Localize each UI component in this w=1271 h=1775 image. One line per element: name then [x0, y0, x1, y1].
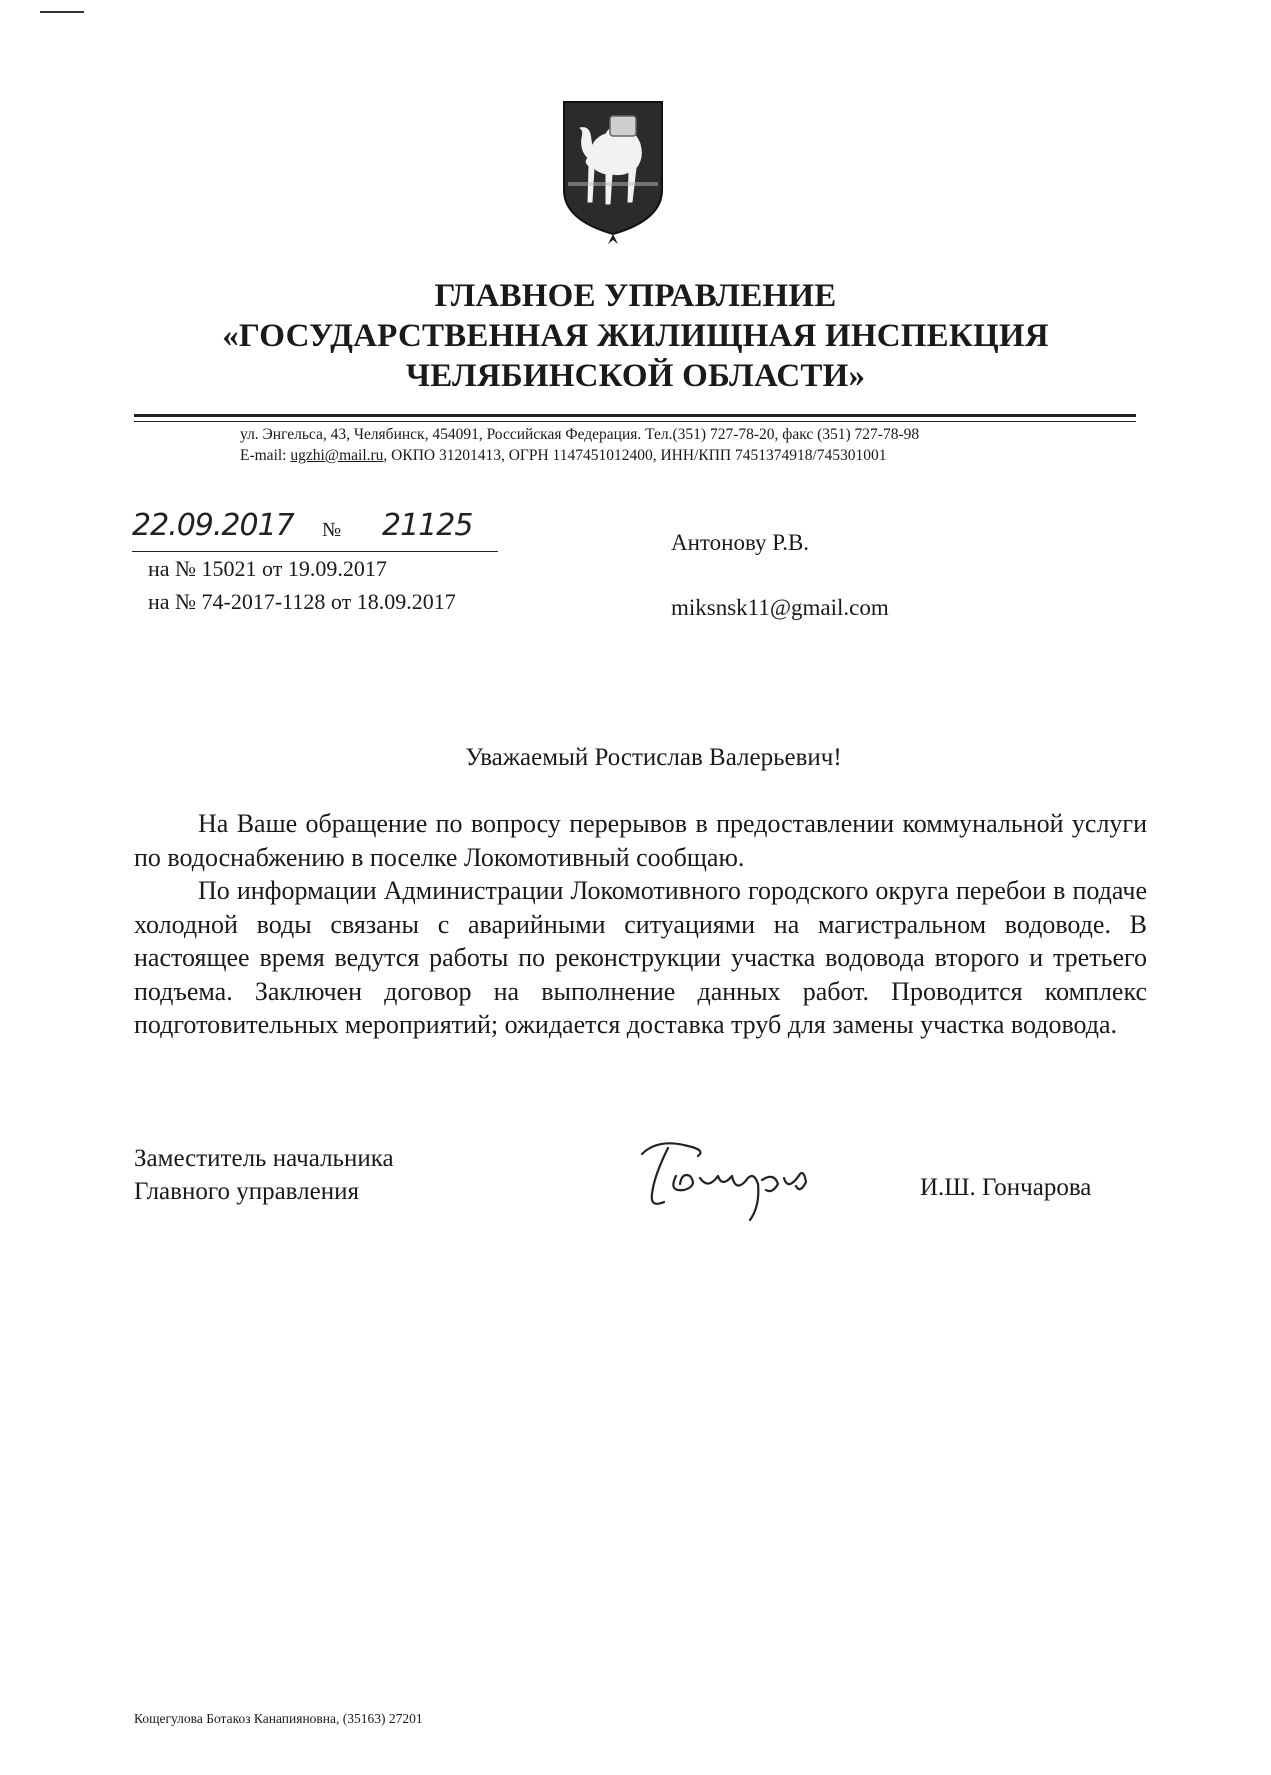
- contact-block: [240, 424, 1140, 466]
- letter-body: [134, 807, 1147, 1042]
- addressee-email: miksnsk11@gmail.com: [671, 595, 889, 620]
- header-divider-thin: [134, 421, 1136, 422]
- org-email-link[interactable]: ugzhi@mail.ru: [290, 447, 384, 464]
- org-title-line-3: ЧЕЛЯБИНСКОЙ ОБЛАСТИ»: [405, 358, 866, 394]
- addressee-name: Антонову Р.В.: [671, 530, 810, 555]
- letter-paragraph-1: На Ваше обращение по вопросу перерывов в предоставлении коммунальной услуги по водоснабжению в поселке Локомотивный сообщаю.: [134, 809, 1147, 872]
- organization-title: [0, 276, 1271, 396]
- signer-name: И.Ш. Гончарова: [920, 1174, 1092, 1201]
- address-line: ул. Энгельса, 43, Челябинск, 454091, Российская Федерация. Тел.(351) 727-78-20, факс (351) 727-78-98: [240, 426, 920, 443]
- email-label: E-mail:: [240, 447, 291, 464]
- corner-mark: [40, 11, 84, 13]
- registration-codes: , ОКПО 31201413, ОГРН 1147451012400, ИНН/КПП 7451374918/745301001: [383, 447, 887, 464]
- signer-position: [134, 1142, 394, 1208]
- coat-of-arms-icon: [558, 98, 668, 248]
- signer-position-line-2: Главного управления: [134, 1178, 359, 1205]
- letter-paragraph-2: По информации Администрации Локомотивного городского округа перебои в подаче холодной воды связаны с аварийными ситуациями на магистральном водоводе. В настоящее время ведутся работы по реконструкции участка водовода второго и третьего подъема. Заключен договор на выполнение данных работ. Проводится комплекс подготовительных мероприятий; ожидается доставка труб для замены участка водовода.: [134, 876, 1147, 1039]
- org-title-line-1: ГЛАВНОЕ УПРАВЛЕНИЕ: [434, 278, 837, 314]
- header-divider-thick: [134, 414, 1136, 417]
- executor-contact: Кощегулова Ботакоз Канапияновна, (35163) 27201: [134, 1711, 423, 1726]
- signer-position-line-1: Заместитель начальника: [134, 1145, 394, 1172]
- reply-reference-2: на № 74-2017-1128 от 18.09.2017: [148, 589, 456, 614]
- handwritten-signature: [628, 1132, 828, 1222]
- registration-line: [240, 445, 1140, 466]
- reply-reference-1: на № 15021 от 19.09.2017: [148, 556, 387, 581]
- outgoing-number: 21125: [382, 508, 473, 543]
- outgoing-date: 22.09.2017: [132, 508, 294, 543]
- org-title-line-2: «ГОСУДАРСТВЕННАЯ ЖИЛИЩНАЯ ИНСПЕКЦИЯ: [222, 318, 1049, 354]
- reference-underline: [132, 551, 498, 552]
- salutation: Уважаемый Ростислав Валерьевич!: [465, 744, 842, 771]
- outgoing-number-label: №: [322, 519, 342, 541]
